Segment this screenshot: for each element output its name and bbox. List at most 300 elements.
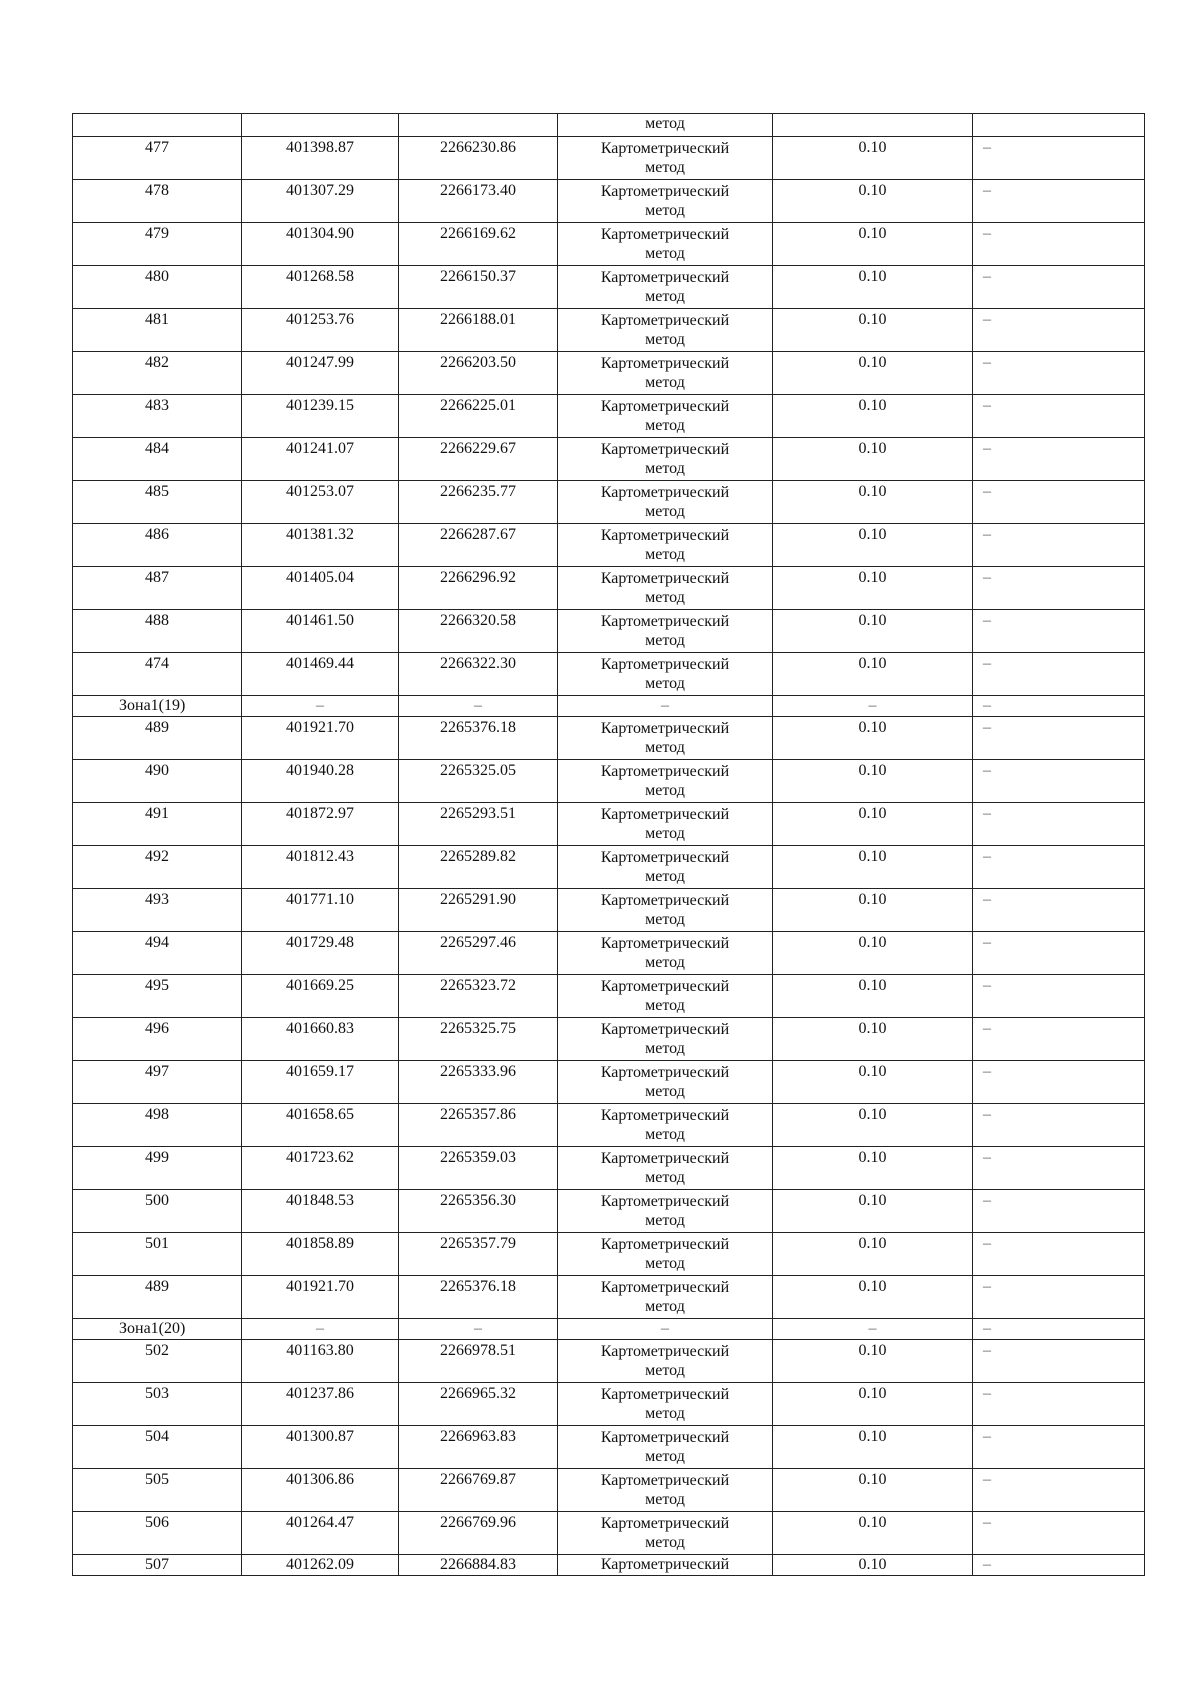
- cell-description: –: [973, 137, 1145, 180]
- cell-description: –: [973, 717, 1145, 760]
- table-row: [73, 975, 1145, 1018]
- cell-point-number: 491: [73, 803, 242, 846]
- method-text: метод: [645, 546, 685, 563]
- cell-accuracy: 0.10: [773, 395, 973, 438]
- cell-description: –: [973, 696, 1145, 717]
- cell-method: [558, 1018, 773, 1061]
- cell-accuracy: 0.10: [773, 1340, 973, 1383]
- cell-point-number: 479: [73, 223, 242, 266]
- cell-y: 2266965.32: [399, 1383, 558, 1426]
- cell-y: 2266188.01: [399, 309, 558, 352]
- cell-x: 401812.43: [242, 846, 399, 889]
- zone-row: [73, 1319, 1145, 1340]
- cell-point-number: 497: [73, 1061, 242, 1104]
- cell-accuracy: 0.10: [773, 266, 973, 309]
- cell-x: 401241.07: [242, 438, 399, 481]
- method-text: метод: [645, 1212, 685, 1229]
- cell-point-number: 492: [73, 846, 242, 889]
- cell-point-number: 501: [73, 1233, 242, 1276]
- cell-y: 2265297.46: [399, 932, 558, 975]
- cell-point-number: 507: [73, 1555, 242, 1576]
- method-text: Картометрический: [600, 1429, 730, 1446]
- cell-description: –: [973, 760, 1145, 803]
- cell-accuracy: 0.10: [773, 352, 973, 395]
- cell-description: –: [973, 610, 1145, 653]
- cell-point-number: 490: [73, 760, 242, 803]
- table-row: [73, 1104, 1145, 1147]
- cell-method: [558, 1190, 773, 1233]
- table-row: [73, 1233, 1145, 1276]
- cell-point-number: 502: [73, 1340, 242, 1383]
- cell-description: –: [973, 438, 1145, 481]
- method-text: метод: [645, 868, 685, 885]
- cell-point-number: 474: [73, 653, 242, 696]
- cell-accuracy: 0.10: [773, 1061, 973, 1104]
- cell-x: 401381.32: [242, 524, 399, 567]
- cell-method: –: [558, 1319, 773, 1340]
- table-row: [73, 1426, 1145, 1469]
- cell-y: 2265333.96: [399, 1061, 558, 1104]
- cell-point-number: 498: [73, 1104, 242, 1147]
- cell-description: –: [973, 1340, 1145, 1383]
- table-row: [73, 717, 1145, 760]
- table-row: [73, 438, 1145, 481]
- table-row: [73, 1276, 1145, 1319]
- table-row: [73, 567, 1145, 610]
- cell-point-number: 480: [73, 266, 242, 309]
- cell-method: [558, 1383, 773, 1426]
- cell-x: 401848.53: [242, 1190, 399, 1233]
- cell-description: –: [973, 395, 1145, 438]
- cell-x: [242, 114, 399, 137]
- method-text: метод: [645, 1255, 685, 1272]
- method-text: метод: [645, 159, 685, 176]
- method-text: Картометрический: [600, 1279, 730, 1296]
- cell-point-number: 481: [73, 309, 242, 352]
- cell-accuracy: 0.10: [773, 1555, 973, 1576]
- method-text: метод: [645, 1083, 685, 1100]
- continued-row: [73, 114, 1145, 137]
- table-row: [73, 760, 1145, 803]
- cell-method: [558, 846, 773, 889]
- cell-point-number: 484: [73, 438, 242, 481]
- table-row: [73, 1512, 1145, 1555]
- cell-description: –: [973, 1147, 1145, 1190]
- method-text: Картометрический: [600, 527, 730, 544]
- cell-y: 2266235.77: [399, 481, 558, 524]
- cell-x: 401239.15: [242, 395, 399, 438]
- cell-method: [558, 524, 773, 567]
- method-text: метод: [645, 503, 685, 520]
- cell-accuracy: 0.10: [773, 932, 973, 975]
- method-text: Картометрический: [600, 183, 730, 200]
- cell-point-number: 495: [73, 975, 242, 1018]
- cell-point-number: 505: [73, 1469, 242, 1512]
- cell-point-number: 487: [73, 567, 242, 610]
- cell-description: –: [973, 524, 1145, 567]
- cell-description: –: [973, 266, 1145, 309]
- cell-y: 2265376.18: [399, 1276, 558, 1319]
- method-text: Картометрический: [600, 613, 730, 630]
- method-text: метод: [645, 782, 685, 799]
- cell-x: 401669.25: [242, 975, 399, 1018]
- cell-accuracy: 0.10: [773, 1018, 973, 1061]
- cell-method: [558, 1104, 773, 1147]
- cell-method: [558, 717, 773, 760]
- cell-y: 2265325.75: [399, 1018, 558, 1061]
- table-row: [73, 1555, 1145, 1576]
- method-text: метод: [645, 911, 685, 928]
- cell-description: –: [973, 481, 1145, 524]
- method-text: метод: [645, 374, 685, 391]
- cell-description: –: [973, 932, 1145, 975]
- cell-method: –: [558, 696, 773, 717]
- cell-y: 2265291.90: [399, 889, 558, 932]
- table-body: [73, 114, 1145, 1576]
- method-text: метод: [645, 417, 685, 434]
- cell-description: –: [973, 1061, 1145, 1104]
- method-text: Картометрический: [600, 1515, 730, 1532]
- cell-method: [558, 266, 773, 309]
- table-row: [73, 266, 1145, 309]
- method-text: Картометрический: [600, 1064, 730, 1081]
- cell-point-number: 485: [73, 481, 242, 524]
- cell-description: –: [973, 180, 1145, 223]
- cell-point-number: 500: [73, 1190, 242, 1233]
- cell-accuracy: 0.10: [773, 1383, 973, 1426]
- table-row: [73, 223, 1145, 266]
- table-row: [73, 932, 1145, 975]
- cell-accuracy: 0.10: [773, 1276, 973, 1319]
- cell-method: [558, 1555, 773, 1576]
- cell-point-number: 506: [73, 1512, 242, 1555]
- cell-y: –: [399, 696, 558, 717]
- cell-x: –: [242, 696, 399, 717]
- method-text: Картометрический: [600, 355, 730, 372]
- cell-description: –: [973, 567, 1145, 610]
- cell-method: [558, 610, 773, 653]
- cell-description: –: [973, 352, 1145, 395]
- cell-x: 401940.28: [242, 760, 399, 803]
- cell-description: –: [973, 1426, 1145, 1469]
- cell-x: 401658.65: [242, 1104, 399, 1147]
- table-row: [73, 889, 1145, 932]
- cell-y: 2266203.50: [399, 352, 558, 395]
- zone-label: Зона1(19): [73, 696, 242, 717]
- table-row: [73, 1147, 1145, 1190]
- method-text: Картометрический: [600, 441, 730, 458]
- cell-method: метод: [558, 114, 773, 137]
- method-text: метод: [645, 202, 685, 219]
- method-text: Картометрический: [600, 269, 730, 286]
- cell-x: 401660.83: [242, 1018, 399, 1061]
- cell-y: 2265357.79: [399, 1233, 558, 1276]
- cell-description: –: [973, 889, 1145, 932]
- method-text: метод: [645, 1298, 685, 1315]
- cell-accuracy: [773, 114, 973, 137]
- cell-accuracy: 0.10: [773, 975, 973, 1018]
- cell-description: –: [973, 1319, 1145, 1340]
- method-text: метод: [645, 1040, 685, 1057]
- cell-description: –: [973, 1469, 1145, 1512]
- cell-accuracy: 0.10: [773, 1426, 973, 1469]
- cell-y: 2266322.30: [399, 653, 558, 696]
- cell-x: 401729.48: [242, 932, 399, 975]
- cell-point-number: 489: [73, 717, 242, 760]
- cell-method: [558, 1426, 773, 1469]
- cell-x: 401723.62: [242, 1147, 399, 1190]
- method-text: Картометрический: [600, 1236, 730, 1253]
- cell-y: 2266769.87: [399, 1469, 558, 1512]
- zone-row: [73, 696, 1145, 717]
- cell-description: –: [973, 1104, 1145, 1147]
- table-row: [73, 653, 1145, 696]
- cell-x: 401262.09: [242, 1555, 399, 1576]
- method-text: Картометрический: [600, 1386, 730, 1403]
- cell-method: [558, 567, 773, 610]
- method-text: Картометрический: [600, 484, 730, 501]
- cell-accuracy: –: [773, 1319, 973, 1340]
- cell-point-number: 483: [73, 395, 242, 438]
- method-text: метод: [645, 1491, 685, 1508]
- method-text: метод: [645, 1534, 685, 1551]
- cell-method: [558, 1469, 773, 1512]
- cell-description: –: [973, 975, 1145, 1018]
- method-text: Картометрический: [600, 1107, 730, 1124]
- cell-accuracy: 0.10: [773, 567, 973, 610]
- cell-description: –: [973, 309, 1145, 352]
- cell-description: –: [973, 653, 1145, 696]
- cell-accuracy: 0.10: [773, 1469, 973, 1512]
- cell-x: –: [242, 1319, 399, 1340]
- cell-description: –: [973, 1190, 1145, 1233]
- table-row: [73, 1469, 1145, 1512]
- method-text: метод: [645, 460, 685, 477]
- cell-x: 401300.87: [242, 1426, 399, 1469]
- cell-description: –: [973, 803, 1145, 846]
- table-row: [73, 803, 1145, 846]
- cell-y: 2265376.18: [399, 717, 558, 760]
- method-text: метод: [645, 954, 685, 971]
- cell-description: –: [973, 223, 1145, 266]
- cell-description: –: [973, 1233, 1145, 1276]
- table-row: [73, 395, 1145, 438]
- method-text: Картометрический: [600, 1193, 730, 1210]
- cell-y: 2265325.05: [399, 760, 558, 803]
- cell-method: [558, 1512, 773, 1555]
- cell-x: 401659.17: [242, 1061, 399, 1104]
- cell-y: 2266884.83: [399, 1555, 558, 1576]
- table-row: [73, 1383, 1145, 1426]
- table-row: [73, 1340, 1145, 1383]
- method-text: Картометрический: [600, 1021, 730, 1038]
- cell-y: 2266296.92: [399, 567, 558, 610]
- cell-y: 2265323.72: [399, 975, 558, 1018]
- cell-method: [558, 481, 773, 524]
- cell-method: [558, 889, 773, 932]
- cell-method: [558, 975, 773, 1018]
- method-text: метод: [645, 1169, 685, 1186]
- method-text: Картометрический: [600, 226, 730, 243]
- cell-x: 401405.04: [242, 567, 399, 610]
- method-text: Картометрический: [600, 312, 730, 329]
- cell-method: [558, 653, 773, 696]
- method-text: Картометрический: [600, 1472, 730, 1489]
- cell-method: [558, 309, 773, 352]
- cell-accuracy: 0.10: [773, 1512, 973, 1555]
- cell-y: 2265357.86: [399, 1104, 558, 1147]
- method-text: Картометрический: [600, 892, 730, 909]
- cell-point-number: 503: [73, 1383, 242, 1426]
- coordinates-table: [72, 113, 1145, 1576]
- cell-accuracy: 0.10: [773, 846, 973, 889]
- table-row: [73, 846, 1145, 889]
- cell-description: –: [973, 1512, 1145, 1555]
- table-row: [73, 180, 1145, 223]
- cell-point-number: 489: [73, 1276, 242, 1319]
- cell-accuracy: 0.10: [773, 137, 973, 180]
- cell-x: 401253.76: [242, 309, 399, 352]
- method-text: метод: [645, 739, 685, 756]
- cell-point-number: 496: [73, 1018, 242, 1061]
- cell-x: 401253.07: [242, 481, 399, 524]
- cell-x: 401264.47: [242, 1512, 399, 1555]
- cell-point-number: 477: [73, 137, 242, 180]
- cell-method: [558, 1276, 773, 1319]
- cell-method: [558, 395, 773, 438]
- cell-x: 401306.86: [242, 1469, 399, 1512]
- cell-point-number: 478: [73, 180, 242, 223]
- cell-method: [558, 438, 773, 481]
- cell-point-number: 482: [73, 352, 242, 395]
- zone-label: Зона1(20): [73, 1319, 242, 1340]
- cell-description: [973, 114, 1145, 137]
- cell-x: 401398.87: [242, 137, 399, 180]
- method-text: метод: [645, 245, 685, 262]
- method-text: Картометрический: [600, 1556, 730, 1573]
- cell-method: [558, 760, 773, 803]
- cell-x: 401858.89: [242, 1233, 399, 1276]
- method-text: Картометрический: [600, 978, 730, 995]
- table-row: [73, 610, 1145, 653]
- cell-x: 401921.70: [242, 1276, 399, 1319]
- method-text: Картометрический: [600, 1343, 730, 1360]
- cell-accuracy: 0.10: [773, 180, 973, 223]
- cell-accuracy: 0.10: [773, 1233, 973, 1276]
- table-row: [73, 524, 1145, 567]
- cell-description: –: [973, 1555, 1145, 1576]
- cell-x: 401872.97: [242, 803, 399, 846]
- cell-accuracy: 0.10: [773, 481, 973, 524]
- method-text: метод: [645, 288, 685, 305]
- method-text: Картометрический: [600, 398, 730, 415]
- cell-point-number: 499: [73, 1147, 242, 1190]
- cell-accuracy: –: [773, 696, 973, 717]
- method-text: метод: [645, 675, 685, 692]
- cell-method: [558, 1233, 773, 1276]
- cell-y: 2265359.03: [399, 1147, 558, 1190]
- method-text: Картометрический: [600, 570, 730, 587]
- cell-accuracy: 0.10: [773, 1104, 973, 1147]
- method-text: Картометрический: [600, 763, 730, 780]
- cell-method: [558, 223, 773, 266]
- cell-accuracy: 0.10: [773, 1147, 973, 1190]
- cell-accuracy: 0.10: [773, 438, 973, 481]
- table-row: [73, 309, 1145, 352]
- cell-y: 2266230.86: [399, 137, 558, 180]
- table-row: [73, 1018, 1145, 1061]
- cell-method: [558, 352, 773, 395]
- cell-y: –: [399, 1319, 558, 1340]
- table-row: [73, 481, 1145, 524]
- cell-accuracy: 0.10: [773, 889, 973, 932]
- method-text: метод: [645, 1126, 685, 1143]
- cell-point-number: 493: [73, 889, 242, 932]
- cell-y: 2266963.83: [399, 1426, 558, 1469]
- cell-y: 2266225.01: [399, 395, 558, 438]
- cell-accuracy: 0.10: [773, 524, 973, 567]
- method-text: метод: [645, 331, 685, 348]
- cell-y: 2266978.51: [399, 1340, 558, 1383]
- cell-method: [558, 137, 773, 180]
- cell-x: 401304.90: [242, 223, 399, 266]
- cell-y: 2265356.30: [399, 1190, 558, 1233]
- cell-accuracy: 0.10: [773, 803, 973, 846]
- method-text: Картометрический: [600, 656, 730, 673]
- cell-x: 401469.44: [242, 653, 399, 696]
- cell-y: 2266150.37: [399, 266, 558, 309]
- cell-accuracy: 0.10: [773, 653, 973, 696]
- method-text: Картометрический: [600, 1150, 730, 1167]
- cell-y: [399, 114, 558, 137]
- cell-accuracy: 0.10: [773, 717, 973, 760]
- method-text: метод: [645, 589, 685, 606]
- cell-description: –: [973, 1018, 1145, 1061]
- cell-description: –: [973, 846, 1145, 889]
- method-text: Картометрический: [600, 720, 730, 737]
- cell-x: 401163.80: [242, 1340, 399, 1383]
- cell-x: 401247.99: [242, 352, 399, 395]
- cell-accuracy: 0.10: [773, 1190, 973, 1233]
- method-text: Картометрический: [600, 140, 730, 157]
- method-text: метод: [645, 825, 685, 842]
- cell-point-number: 504: [73, 1426, 242, 1469]
- cell-x: 401307.29: [242, 180, 399, 223]
- method-text: Картометрический: [600, 849, 730, 866]
- cell-method: [558, 932, 773, 975]
- cell-y: 2266229.67: [399, 438, 558, 481]
- table-row: [73, 352, 1145, 395]
- cell-accuracy: 0.10: [773, 223, 973, 266]
- cell-point-number: 486: [73, 524, 242, 567]
- method-text: Картометрический: [600, 806, 730, 823]
- cell-x: 401268.58: [242, 266, 399, 309]
- cell-point-number: 494: [73, 932, 242, 975]
- table-row: [73, 1061, 1145, 1104]
- cell-accuracy: 0.10: [773, 610, 973, 653]
- cell-y: 2265289.82: [399, 846, 558, 889]
- cell-method: [558, 1147, 773, 1190]
- cell-description: –: [973, 1383, 1145, 1426]
- cell-x: 401921.70: [242, 717, 399, 760]
- cell-accuracy: 0.10: [773, 309, 973, 352]
- cell-method: [558, 1061, 773, 1104]
- table-row: [73, 137, 1145, 180]
- cell-description: –: [973, 1276, 1145, 1319]
- method-text: Картометрический: [600, 935, 730, 952]
- cell-accuracy: 0.10: [773, 760, 973, 803]
- cell-y: 2266320.58: [399, 610, 558, 653]
